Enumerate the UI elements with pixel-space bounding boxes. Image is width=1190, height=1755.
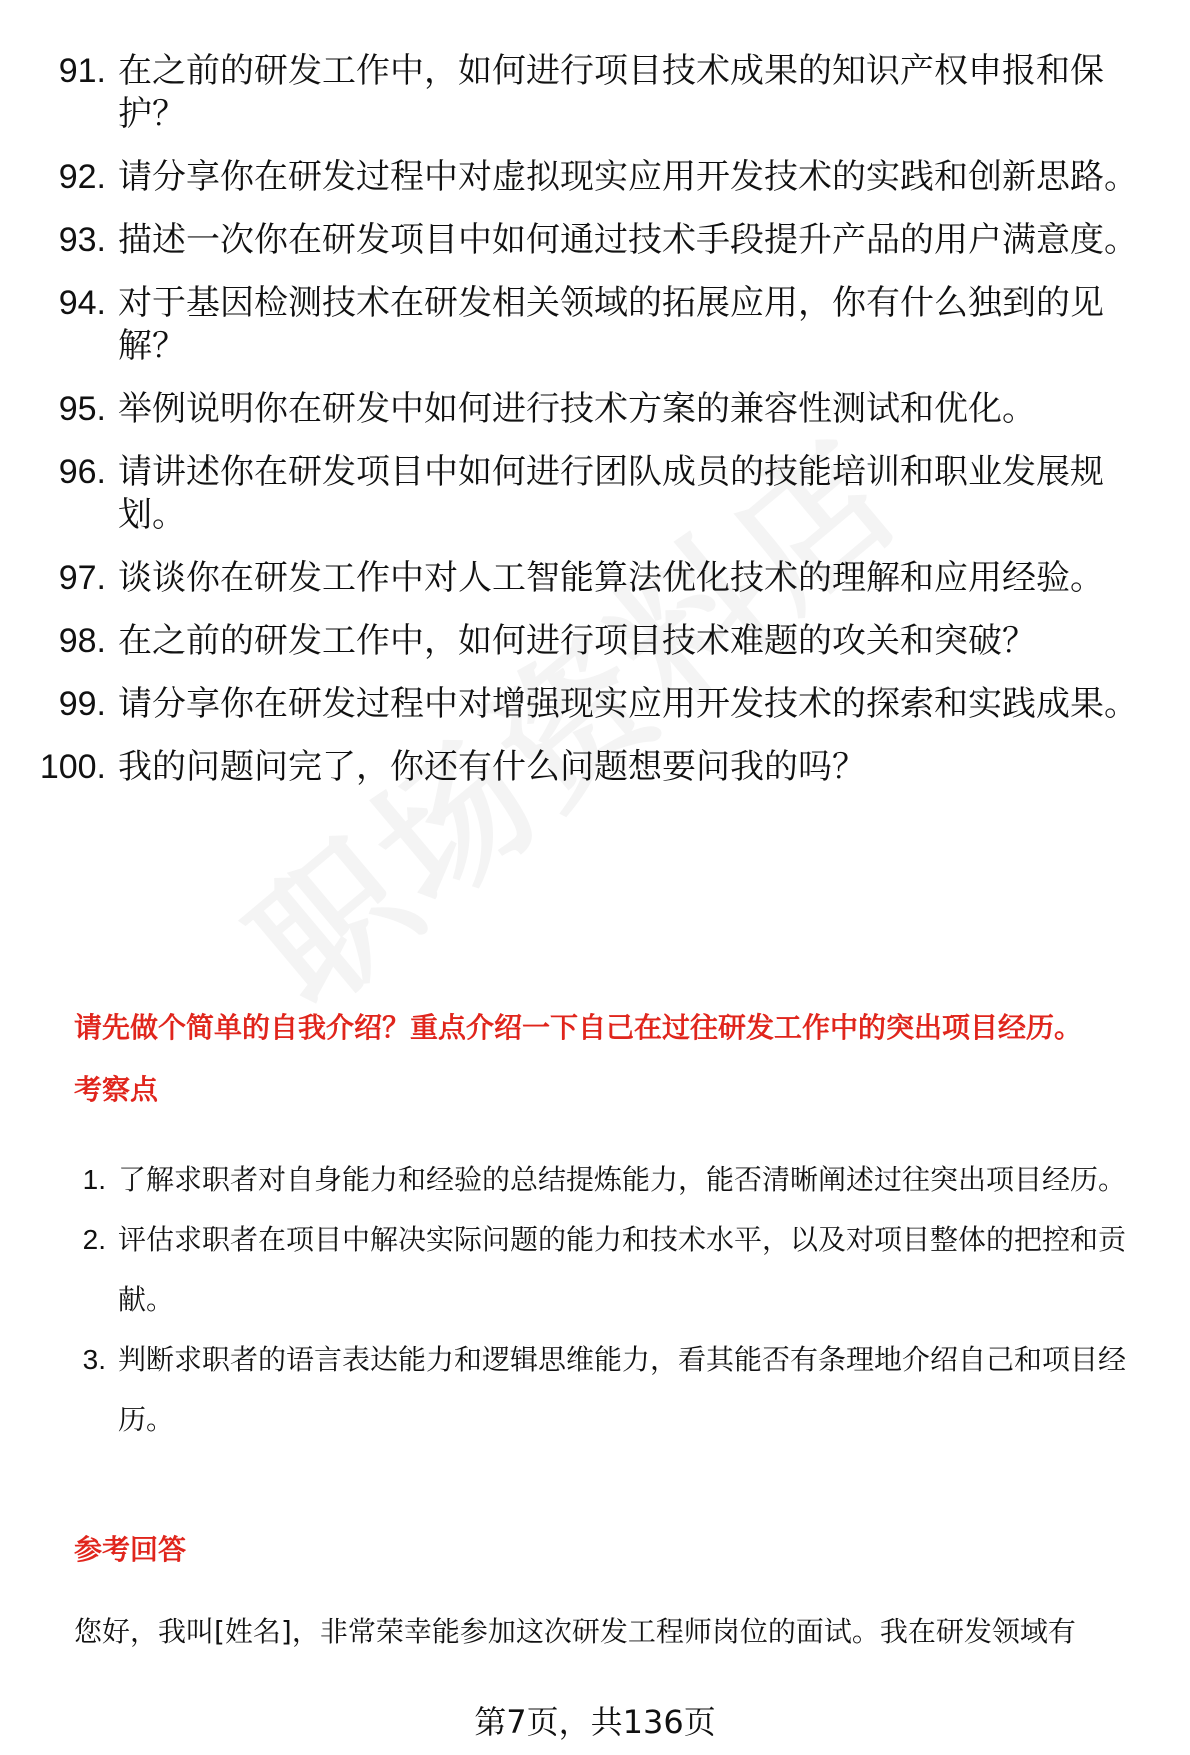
item-number: 3. (82, 1344, 106, 1375)
item-text: 在之前的研发工作中，如何进行项目技术难题的攻关和突破？ (118, 621, 1036, 661)
item-text: 在之前的研发工作中，如何进行项目技术成果的知识产权申报和保护？ (118, 51, 1104, 134)
list-item (0, 1210, 1190, 1330)
item-number: 92. (58, 158, 106, 196)
focus-label-heading: 考察点 (74, 1073, 159, 1106)
item-number: 97. (58, 559, 106, 597)
list-item (0, 557, 1190, 600)
focus-question-heading: 请先做个简单的自我介绍？重点介绍一下自己在过往研发工作中的突出项目经历。 (74, 1011, 1083, 1044)
list-item (0, 282, 1190, 368)
list-item (0, 1330, 1190, 1450)
item-number: 2. (82, 1224, 106, 1255)
focus-points-list (0, 1150, 1190, 1450)
list-item (0, 746, 1190, 789)
item-number: 99. (58, 685, 106, 723)
answer-label-heading: 参考回答 (74, 1533, 187, 1566)
item-text: 请讲述你在研发项目中如何进行团队成员的技能培训和职业发展规划。 (118, 452, 1104, 535)
item-number: 100. (39, 748, 106, 786)
list-item (0, 156, 1190, 199)
item-text: 举例说明你在研发中如何进行技术方案的兼容性测试和优化。 (118, 389, 1036, 429)
question-list (0, 50, 1190, 809)
item-number: 95. (58, 390, 106, 428)
list-item (0, 50, 1190, 136)
item-number: 91. (58, 52, 106, 90)
list-item (0, 451, 1190, 537)
list-item (0, 1150, 1190, 1210)
item-text: 评估求职者在项目中解决实际问题的能力和技术水平，以及对项目整体的把控和贡献。 (118, 1223, 1127, 1316)
item-number: 93. (58, 221, 106, 259)
item-number: 1. (82, 1164, 106, 1195)
item-text: 我的问题问完了，你还有什么问题想要问我的吗？ (118, 747, 866, 787)
list-item (0, 620, 1190, 663)
item-number: 98. (58, 622, 106, 660)
item-text: 判断求职者的语言表达能力和逻辑思维能力，看其能否有条理地介绍自己和项目经历。 (118, 1343, 1127, 1436)
list-item (0, 388, 1190, 431)
item-text: 请分享你在研发过程中对增强现实应用开发技术的探索和实践成果。 (118, 684, 1138, 724)
item-number: 96. (58, 453, 106, 491)
page-footer: 第7页，共136页 (474, 1703, 716, 1741)
list-item (0, 683, 1190, 726)
list-item (0, 219, 1190, 262)
item-text: 谈谈你在研发工作中对人工智能算法优化技术的理解和应用经验。 (118, 558, 1104, 598)
item-text: 了解求职者对自身能力和经验的总结提炼能力，能否清晰阐述过往突出项目经历。 (118, 1163, 1127, 1196)
item-text: 请分享你在研发过程中对虚拟现实应用开发技术的实践和创新思路。 (118, 157, 1138, 197)
item-number: 94. (58, 284, 106, 322)
item-text: 描述一次你在研发项目中如何通过技术手段提升产品的用户满意度。 (118, 220, 1138, 260)
answer-paragraph: 您好，我叫[姓名]，非常荣幸能参加这次研发工程师岗位的面试。我在研发领域有 (74, 1615, 1076, 1648)
item-text: 对于基因检测技术在研发相关领域的拓展应用，你有什么独到的见解？ (118, 283, 1104, 366)
